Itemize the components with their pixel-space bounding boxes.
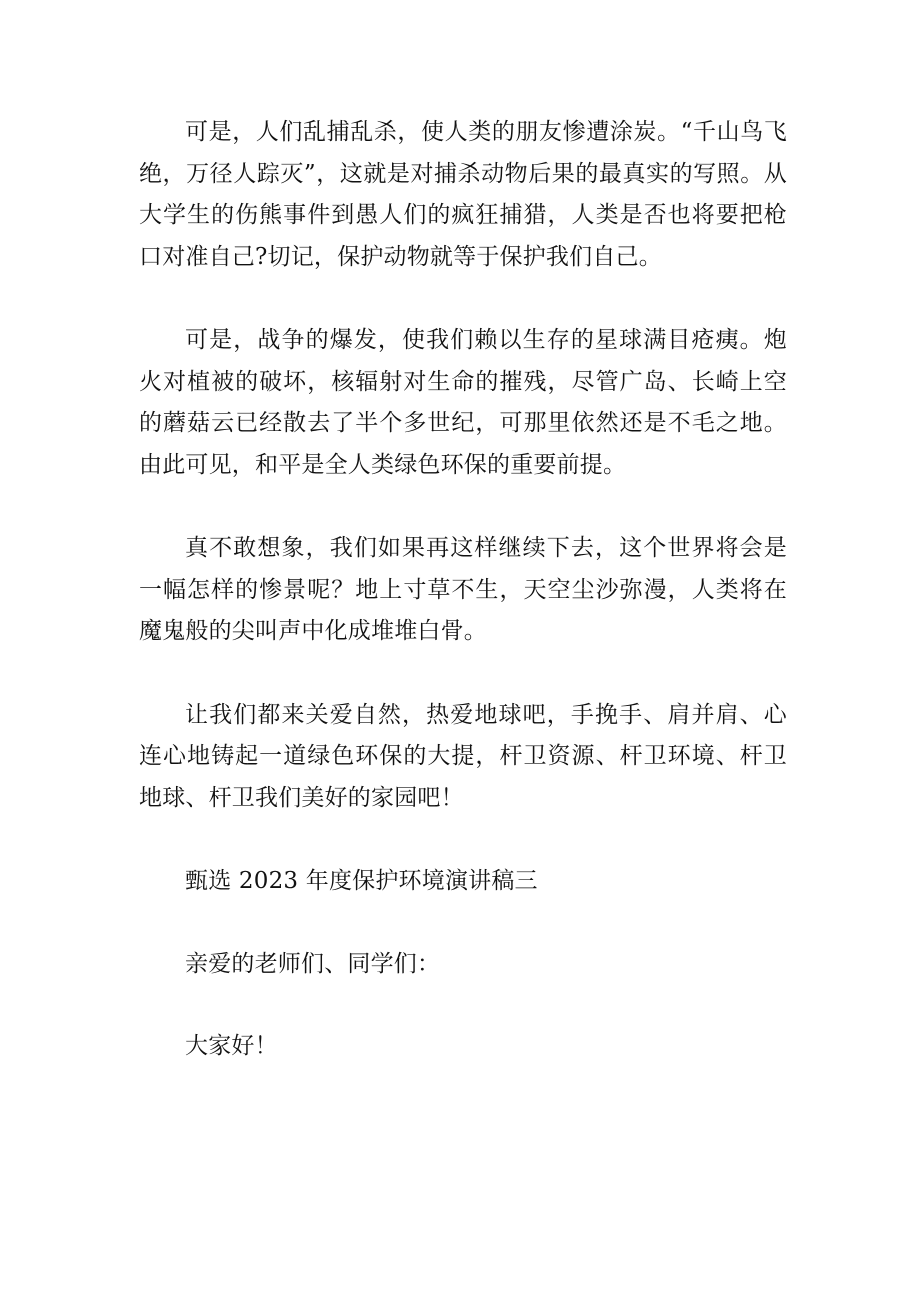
- section-heading: 甄选 2023 年度保护环境演讲稿三: [185, 868, 538, 894]
- greeting-line: 大家好！: [185, 1033, 278, 1059]
- paragraph-future-scene: 真不敢想象，我们如果再这样继续下去，这个世界将会是一幅怎样的惨景呢？地上寸草不生，天空尘沙弥漫，人类将在魔鬼般的尖叫声中化成堆堆白骨。: [139, 535, 787, 644]
- paragraph-call-to-action: 让我们都来关爱自然，热爱地球吧，手挽手、肩并肩、心连心地铸起一道绿色环保的大提，杆卫资源、杆卫环境、杆卫地球、杆卫我们美好的家园吧！: [139, 701, 787, 811]
- paragraph-war-damage: 可是，战争的爆发，使我们赖以生存的星球满目疮痍。炮火对植被的破坏，核辐射对生命的摧残，尽管广岛、长崎上空的蘑菇云已经散去了半个多世纪，可那里依然还是不毛之地。由此可见，和平是全人类绿色环保的重要前提。: [139, 327, 787, 478]
- document-body: [139, 112, 787, 1068]
- paragraph-animal-protection: 可是，人们乱捕乱杀，使人类的朋友惨遭涂炭。“千山鸟飞绝，万径人踪灭”，这就是对捕杀动物后果的最真实的写照。从大学生的伤熊事件到愚人们的疯狂捕猎，人类是否也将要把枪口对准自己?切记，保护动物就等于保护我们自己。: [139, 119, 787, 270]
- salutation-line: 亲爱的老师们、同学们：: [185, 950, 441, 977]
